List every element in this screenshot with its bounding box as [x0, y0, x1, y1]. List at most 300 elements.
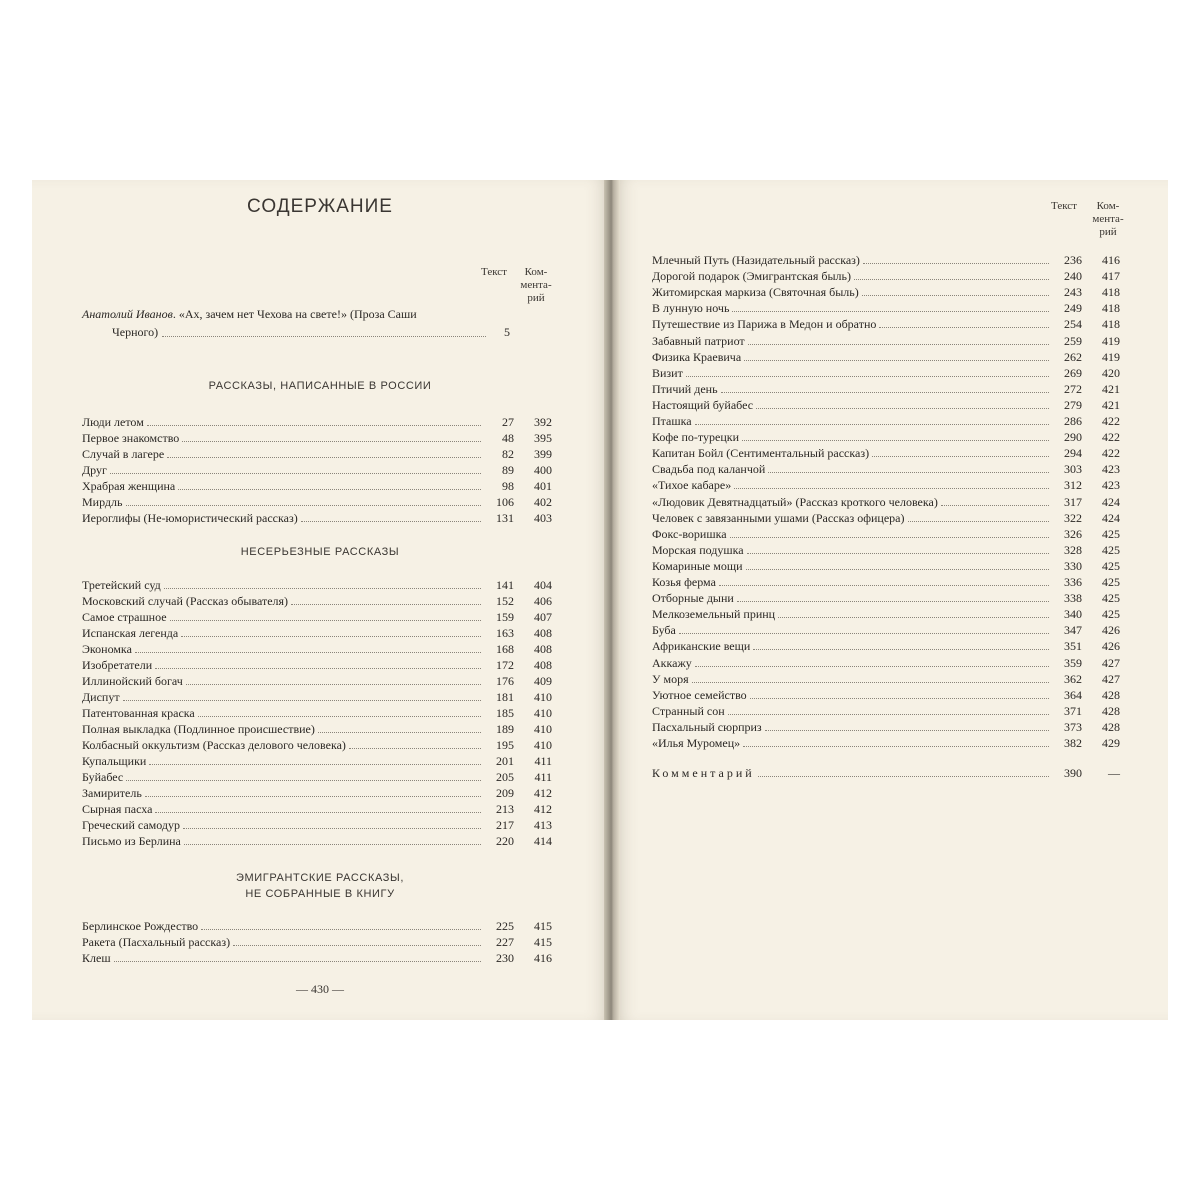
toc-entry-title: Случай в лагере — [82, 447, 165, 461]
dot-leader — [686, 376, 1049, 377]
dot-leader — [291, 604, 481, 605]
toc-entry — [652, 687, 1120, 703]
toc-entry-comment-page: 422 — [1102, 430, 1120, 445]
toc-entry-title: У моря — [652, 671, 689, 686]
right-column-header-comments-line1: Ком- — [1096, 200, 1120, 212]
toc-entry-title: Визит — [652, 365, 683, 380]
dot-leader — [167, 457, 481, 458]
intro-entry-continuation — [112, 324, 510, 341]
toc-entry-title: Друг — [82, 463, 107, 477]
toc-entry-text-page: 230 — [496, 951, 514, 965]
toc-entry-text-page: 259 — [1064, 333, 1082, 348]
dot-leader — [854, 279, 1049, 280]
dot-leader — [123, 700, 481, 701]
toc-entry-comment-page: 421 — [1102, 397, 1120, 412]
dot-leader — [695, 424, 1049, 425]
toc-entry — [82, 478, 552, 494]
right-column-header-comments-line2: мента- — [1092, 213, 1124, 225]
toc-entry-comment-page: 418 — [1102, 301, 1120, 316]
toc-entry-text-page: 220 — [496, 834, 514, 848]
toc-entry-comment-page: 423 — [1102, 462, 1120, 477]
toc-entry-text-page: 236 — [1064, 253, 1082, 267]
toc-entry-comment-page: 399 — [534, 447, 552, 461]
toc-entry-title: Комариные мощи — [652, 558, 743, 573]
toc-entry-title: Испанская легенда — [82, 626, 179, 640]
toc-entry-title: Пташка — [652, 414, 692, 428]
toc-entry-text-page: 213 — [496, 802, 514, 816]
dot-leader — [730, 537, 1049, 538]
dot-leader — [318, 732, 481, 733]
dot-leader — [178, 489, 481, 490]
toc-entry-text-page: 326 — [1064, 526, 1082, 541]
toc-entry — [652, 671, 1120, 687]
toc-entry-comment-page: 410 — [534, 690, 552, 704]
dot-leader — [126, 780, 481, 781]
toc-entry-text-page: 340 — [1064, 607, 1082, 622]
book-gutter — [604, 180, 620, 1020]
toc-entry — [82, 625, 552, 641]
toc-entry-title: Ракета (Пасхальный рассказ) — [82, 935, 231, 949]
section-heading-emigrant — [150, 870, 490, 902]
dot-leader — [147, 425, 481, 426]
toc-entry-comment-page: 426 — [1102, 639, 1120, 654]
toc-entry-text-page: 390 — [1064, 766, 1082, 780]
toc-entry-title: Изобретатели — [82, 658, 153, 672]
toc-entry-comment-page: 402 — [534, 495, 552, 509]
toc-entry — [82, 414, 552, 430]
toc-entry — [82, 430, 552, 446]
toc-entry-comment-page: 420 — [1102, 365, 1120, 380]
dot-leader — [155, 668, 481, 669]
dot-leader — [349, 748, 481, 749]
toc-entry — [652, 735, 1120, 751]
toc-entry-text-page: 172 — [496, 658, 514, 672]
toc-entry-title: Патентованная краска — [82, 706, 195, 720]
toc-entry-title: Московский случай (Рассказ обывателя) — [82, 594, 289, 608]
toc-entry-comment-page: 428 — [1102, 703, 1120, 718]
toc-entry-title: Пасхальный сюрприз — [652, 719, 762, 734]
toc-entry-text-page: 312 — [1064, 478, 1082, 493]
toc-entry — [652, 268, 1120, 284]
dot-leader — [743, 746, 1049, 747]
dot-leader — [748, 344, 1049, 345]
toc-entry-comment-page: 406 — [534, 594, 552, 608]
dot-leader — [719, 585, 1049, 586]
toc-entry-text-page: 330 — [1064, 558, 1082, 573]
toc-entry-comment-page: 407 — [534, 610, 552, 624]
toc-entry-text-page: 48 — [502, 431, 514, 445]
toc-entry-comment-page: 419 — [1102, 333, 1120, 348]
toc-entry — [652, 413, 1120, 429]
toc-entry-comment-page: 408 — [534, 626, 552, 640]
toc-entry-title: Колбасный оккультизм (Рассказ делового человека) — [82, 738, 346, 752]
toc-entry-title: Забавный патриот — [652, 333, 745, 348]
toc-entry — [652, 333, 1120, 349]
section-heading-unserious: НЕСЕРЬЕЗНЫЕ РАССКАЗЫ — [240, 546, 400, 558]
toc-entry — [652, 622, 1120, 638]
toc-entry — [652, 719, 1120, 735]
intro-title: . «Ах, зачем нет Чехова на свете!» (Проза Саши — [172, 307, 417, 321]
toc-entry-title: Житомирская маркиза (Святочная быль) — [652, 285, 859, 300]
toc-entry-text-page: 373 — [1064, 719, 1082, 734]
toc-entry-text-page: 336 — [1064, 575, 1082, 589]
toc-entry-comment-page: 428 — [1102, 719, 1120, 734]
toc-entry-title: Третейский суд — [82, 578, 161, 592]
toc-entry-text-page: 181 — [496, 690, 514, 704]
toc-entry-text-page: 106 — [496, 495, 514, 509]
toc-entry — [82, 462, 552, 478]
contents-title: СОДЕРЖАНИЕ — [247, 196, 393, 217]
toc-entry — [82, 769, 552, 785]
toc-entry — [652, 655, 1120, 671]
toc-entry-comment-page: 429 — [1102, 736, 1120, 750]
toc-entry — [82, 577, 552, 593]
toc-entry-comment-page: — — [1108, 766, 1120, 780]
toc-entry-text-page: 159 — [496, 610, 514, 624]
toc-entry-comment-page: 425 — [1102, 575, 1120, 589]
toc-entry-comment-page: 418 — [1102, 285, 1120, 300]
toc-entry-comment-page: 404 — [534, 578, 552, 592]
toc-entry-text-page: 338 — [1064, 591, 1082, 606]
dot-leader — [164, 588, 481, 589]
toc-entry-text-page: 225 — [496, 919, 514, 933]
toc-entry — [652, 590, 1120, 606]
toc-entry-text-page: 201 — [496, 754, 514, 768]
toc-entry-text-page: 240 — [1064, 269, 1082, 284]
toc-entry — [82, 593, 552, 609]
toc-entry-text-page: 176 — [496, 674, 514, 688]
intro-author: Анатолий Иванов — [82, 307, 173, 321]
dot-leader — [758, 776, 1049, 777]
dot-leader — [233, 945, 481, 946]
toc-entry-comment-page: 428 — [1102, 687, 1120, 702]
dot-leader — [692, 682, 1049, 683]
dot-leader — [863, 263, 1049, 264]
dot-leader — [737, 601, 1049, 602]
toc-entry-comment-page: 411 — [534, 770, 552, 784]
toc-entry-text-page: 362 — [1064, 671, 1082, 686]
toc-entry — [652, 558, 1120, 574]
toc-entry-text-page: 272 — [1064, 381, 1082, 396]
toc-entry-comment-page: 425 — [1102, 591, 1120, 606]
right-column-header-comments — [1086, 200, 1130, 239]
dot-leader — [110, 473, 481, 474]
toc-entry-comment-page: 425 — [1102, 558, 1120, 573]
toc-entry-text-page: 141 — [496, 578, 514, 592]
toc-entry-comment-page: 426 — [1102, 623, 1120, 638]
dot-leader — [765, 730, 1049, 731]
toc-entry — [652, 252, 1120, 268]
toc-entry-title: Экономка — [82, 642, 132, 656]
toc-entry — [652, 397, 1120, 413]
toc-entry-text-page: 98 — [502, 479, 514, 493]
dot-leader — [734, 488, 1049, 489]
toc-entry-comment-page: 401 — [534, 479, 552, 493]
toc-entry — [652, 606, 1120, 622]
toc-entry-title: Козья ферма — [652, 575, 716, 589]
toc-entry-text-page: 89 — [502, 463, 514, 477]
dot-leader — [170, 620, 481, 621]
toc-entry — [652, 365, 1120, 381]
toc-entry — [652, 477, 1120, 493]
toc-entry-text-page: 262 — [1064, 349, 1082, 364]
toc-entry-text-page: 205 — [496, 770, 514, 784]
toc-entry-text-page: 328 — [1064, 542, 1082, 557]
toc-entry-title: Млечный Путь (Назидательный рассказ) — [652, 253, 860, 267]
page-number: — 430 — — [296, 982, 344, 996]
toc-entry — [82, 801, 552, 817]
dot-leader — [879, 327, 1049, 328]
dot-leader — [301, 521, 481, 522]
toc-entry-title: Птичий день — [652, 381, 718, 396]
toc-entry — [652, 445, 1120, 461]
toc-entry-title: Диспут — [82, 690, 120, 704]
toc-entry-comment-page: 422 — [1102, 414, 1120, 428]
toc-entry — [82, 641, 552, 657]
toc-entry-text-page: 371 — [1064, 703, 1082, 718]
toc-entry — [652, 494, 1120, 510]
toc-entry-title: Морская подушка — [652, 542, 744, 557]
toc-entry — [82, 673, 552, 689]
section-heading-emigrant-line2: НЕ СОБРАННЫЕ В КНИГУ — [245, 888, 395, 900]
toc-entry-title: Берлинское Рождество — [82, 919, 199, 933]
toc-entry-title: Фокс-воришка — [652, 526, 727, 541]
toc-entry-title: Путешествие из Парижа в Медон и обратно — [652, 317, 877, 332]
toc-entry-title: Люди летом — [82, 415, 144, 429]
dot-leader — [149, 764, 481, 765]
toc-entry — [82, 737, 552, 753]
toc-entry-comment-page: 408 — [534, 658, 552, 672]
toc-entry-text-page: 322 — [1064, 510, 1082, 525]
toc-entry-comment-page: 415 — [534, 919, 552, 933]
toc-entry-comment-page: 424 — [1102, 510, 1120, 525]
dot-leader — [728, 714, 1049, 715]
column-header-text: Текст — [481, 266, 507, 278]
dot-leader — [186, 684, 481, 685]
toc-entry-comment-page: 395 — [534, 431, 552, 445]
toc-entry — [652, 300, 1120, 316]
toc-entry-comment-page: 425 — [1102, 607, 1120, 622]
toc-entry-title: Первое знакомство — [82, 431, 180, 445]
toc-entry-title: Африканские вещи — [652, 639, 751, 654]
dot-leader — [184, 844, 481, 845]
toc-entry-comment-page: 414 — [534, 834, 552, 848]
toc-entry-text-page: 27 — [502, 415, 514, 429]
dot-leader — [750, 698, 1049, 699]
dot-leader — [162, 336, 486, 337]
toc-entry-text-page: 317 — [1064, 494, 1082, 509]
dot-leader — [126, 505, 482, 506]
toc-entry — [82, 689, 552, 705]
toc-entry — [82, 918, 552, 934]
toc-entry — [652, 316, 1120, 332]
dot-leader — [182, 441, 481, 442]
toc-entry-comment-page: 412 — [534, 786, 552, 800]
toc-entry — [82, 705, 552, 721]
dot-leader — [778, 617, 1049, 618]
toc-entry-comment-page: 410 — [534, 706, 552, 720]
toc-entry-text-page: 286 — [1064, 414, 1082, 428]
toc-entry — [82, 609, 552, 625]
toc-entry-comment-page: 425 — [1102, 542, 1120, 557]
toc-entry-title: Странный сон — [652, 703, 725, 718]
dot-leader — [747, 553, 1049, 554]
dot-leader — [744, 360, 1049, 361]
toc-entry-title: «Людовик Девятнадцатый» (Рассказ кроткого человека) — [652, 494, 938, 509]
toc-entry-text-page: 209 — [496, 786, 514, 800]
toc-entry — [82, 934, 552, 950]
dot-leader — [181, 636, 481, 637]
toc-entry — [652, 461, 1120, 477]
dot-leader — [768, 472, 1049, 473]
toc-entry-title: Иероглифы (Не-юмористический рассказ) — [82, 511, 298, 525]
toc-entry-title: Свадьба под каланчой — [652, 462, 766, 477]
dot-leader — [198, 716, 481, 717]
toc-entry-title: Мелкоземельный принц — [652, 607, 776, 622]
toc-entry-text-page: 290 — [1064, 430, 1082, 445]
column-header-comments-line3: рий — [527, 292, 545, 304]
toc-entry-text-page: 254 — [1064, 317, 1082, 332]
toc-entry-comment-page: 392 — [534, 415, 552, 429]
toc-entry-text-page: 227 — [496, 935, 514, 949]
toc-entry-title: Физика Краевича — [652, 349, 742, 364]
toc-entry-title: «Тихое кабаре» — [652, 478, 732, 493]
dot-leader — [145, 796, 481, 797]
toc-entry — [82, 950, 552, 966]
toc-entry-title: Иллинойский богач — [82, 674, 183, 688]
toc-entry-title: Купальщики — [82, 754, 147, 768]
toc-entry — [82, 785, 552, 801]
toc-entry-comment-page: 410 — [534, 738, 552, 752]
dot-leader — [908, 521, 1050, 522]
toc-entry-text-page: 185 — [496, 706, 514, 720]
toc-entry — [82, 657, 552, 673]
dot-leader — [742, 440, 1049, 441]
toc-entry-comment-page: 423 — [1102, 478, 1120, 493]
dot-leader — [183, 828, 481, 829]
column-header-comments — [514, 266, 558, 305]
dot-leader — [756, 408, 1049, 409]
toc-entry-comment-page: 417 — [1102, 269, 1120, 284]
toc-entry-title: Настоящий буйабес — [652, 397, 754, 412]
toc-entry — [652, 510, 1120, 526]
section-heading-emigrant-line1: ЭМИГРАНТСКИЕ РАССКАЗЫ, — [235, 872, 405, 884]
toc-entry-title: Мирдль — [82, 495, 123, 509]
intro-page: 5 — [504, 325, 510, 339]
dot-leader — [872, 456, 1049, 457]
toc-entry-text-page: 382 — [1064, 736, 1082, 750]
toc-entry-comment-page: 411 — [534, 754, 552, 768]
dot-leader — [135, 652, 481, 653]
toc-entry — [652, 638, 1120, 654]
toc-entry-comment-page: 418 — [1102, 317, 1120, 332]
dot-leader — [746, 569, 1049, 570]
toc-entry-text-page: 243 — [1064, 285, 1082, 300]
toc-entry-comment-page: 412 — [534, 802, 552, 816]
toc-entry — [82, 817, 552, 833]
toc-entry-comment-page: 400 — [534, 463, 552, 477]
toc-entry-title: Отборные дыни — [652, 591, 734, 606]
dot-leader — [114, 961, 481, 962]
toc-entry-text-page: 359 — [1064, 655, 1082, 670]
toc-entry-title: В лунную ночь — [652, 301, 730, 316]
toc-entry-title: Полная выкладка (Подлинное происшествие) — [82, 722, 315, 736]
toc-entry-title: Сырная пасха — [82, 802, 153, 816]
section-heading-russia: РАССКАЗЫ, НАПИСАННЫЕ В РОССИИ — [208, 380, 432, 392]
toc-entry-comment-page: 410 — [534, 722, 552, 736]
toc-entry-title: Дорогой подарок (Эмигрантская быль) — [652, 269, 852, 284]
dot-leader — [679, 633, 1049, 634]
toc-entry-title: Самое страшное — [82, 610, 167, 624]
toc-entry-text-page: 163 — [496, 626, 514, 640]
column-header-comments-line1: Ком- — [524, 266, 548, 278]
toc-entry-title: Письмо из Берлина — [82, 834, 181, 848]
right-column-header-text: Текст — [1051, 200, 1077, 212]
toc-entry — [82, 446, 552, 462]
toc-entry-title: Буйабес — [82, 770, 124, 784]
toc-entry — [652, 381, 1120, 397]
dot-leader — [695, 666, 1049, 667]
toc-entry-title: Капитан Бойл (Сентиментальный рассказ) — [652, 446, 870, 461]
toc-entry-title: Замиритель — [82, 786, 142, 800]
toc-entry-text-page: 269 — [1064, 365, 1082, 380]
toc-entry-text-page: 195 — [496, 738, 514, 752]
dot-leader — [941, 505, 1049, 506]
toc-entry-text-page: 303 — [1064, 462, 1082, 477]
toc-entry — [82, 721, 552, 737]
toc-entry — [652, 349, 1120, 365]
toc-entry — [652, 703, 1120, 719]
toc-entry-title: Человек с завязанными ушами (Рассказ офицера) — [652, 510, 905, 525]
toc-entry-text-page: 294 — [1064, 446, 1082, 461]
toc-entry-comment-page: 419 — [1102, 349, 1120, 364]
dot-leader — [753, 649, 1049, 650]
toc-entry — [82, 494, 552, 510]
toc-entry-text-page: 168 — [496, 642, 514, 656]
dot-leader — [721, 392, 1049, 393]
toc-entry-text-page: 189 — [496, 722, 514, 736]
toc-entry-text-page: 347 — [1064, 623, 1082, 638]
toc-entry — [652, 284, 1120, 300]
toc-entry-text-page: 82 — [502, 447, 514, 461]
toc-entry-text-page: 364 — [1064, 687, 1082, 702]
toc-entry-title: Кофе по-турецки — [652, 430, 740, 445]
toc-entry-comment-page: 424 — [1102, 494, 1120, 509]
toc-entry-comment-page: 403 — [534, 511, 552, 525]
toc-entry — [82, 753, 552, 769]
toc-entry-text-page: 249 — [1064, 301, 1082, 316]
toc-entry-comment-page: 416 — [534, 951, 552, 965]
toc-entry-text-page: 217 — [496, 818, 514, 832]
toc-entry-title: Уютное семейство — [652, 687, 747, 702]
toc-entry-comment-page: 422 — [1102, 446, 1120, 461]
toc-entry-text-page: 351 — [1064, 639, 1082, 654]
toc-entry-comment-page: 409 — [534, 674, 552, 688]
toc-entry-comment-page: 425 — [1102, 526, 1120, 541]
toc-entry-text-page: 152 — [496, 594, 514, 608]
toc-entry-comment-page: 421 — [1102, 381, 1120, 396]
toc-entry — [652, 574, 1120, 590]
column-header-comments-line2: мента- — [520, 279, 552, 291]
toc-entry-comments — [652, 765, 1120, 781]
dot-leader — [732, 311, 1049, 312]
toc-entry — [652, 542, 1120, 558]
toc-entry-comment-page: 415 — [534, 935, 552, 949]
dot-leader — [201, 929, 481, 930]
toc-entry-title: Аккажу — [652, 655, 692, 670]
toc-entry-comment-page: 416 — [1102, 253, 1120, 267]
toc-entry-text-page: 131 — [496, 511, 514, 525]
